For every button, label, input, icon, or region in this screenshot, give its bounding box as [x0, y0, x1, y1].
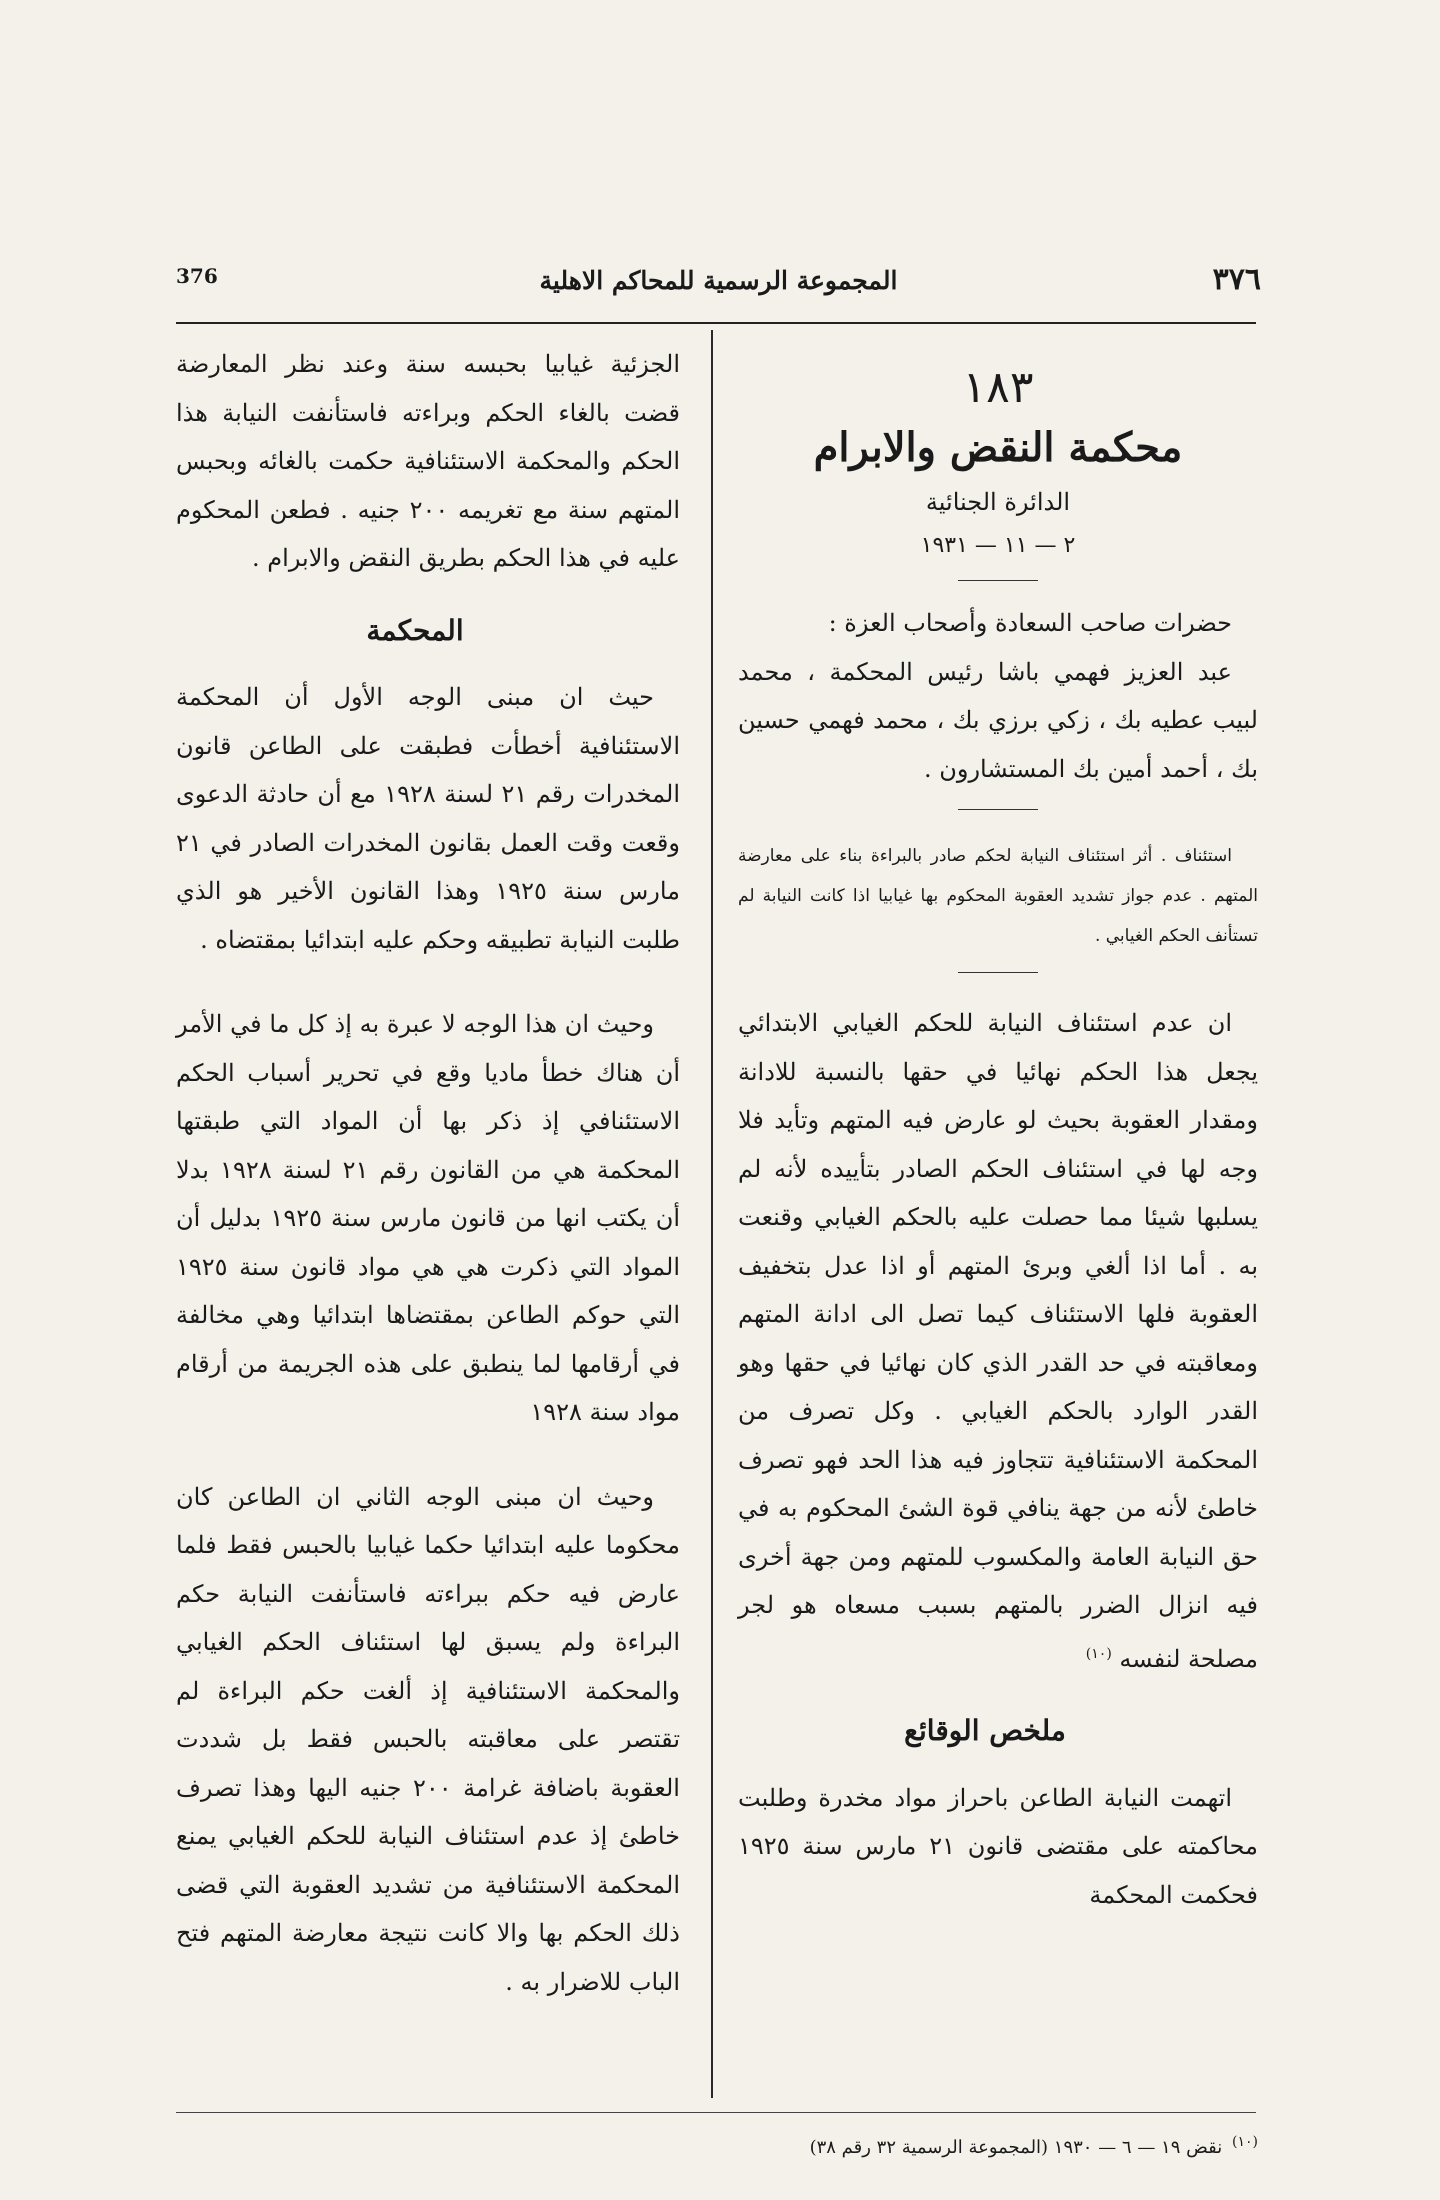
- case-number: ١٨٣: [962, 362, 1034, 413]
- court-heading: المحكمة: [366, 613, 464, 647]
- divider: [958, 809, 1038, 810]
- paragraph-1: حيث ان مبنى الوجه الأول أن المحكمة الاستئنافية أخطأت فطبقت على الطاعن قانون المخدرات رقم ٢١ لسنة ١٩٢٨ مع أن حادثة الدعوى وقعت وقت العمل بقانون المخدرات الصادر في ٢١ مارس سنة ١٩٢٥ وهذا القانون الأخير هو الذي طلبت النيابة تطبيقه وحكم عليه ابتدائيا بمقتضاه .: [176, 683, 680, 954]
- footnote-text: نقض ١٩ — ٦ — ١٩٣٠ (المجموعة الرسمية ٣٢ رقم ٣٨): [809, 2137, 1223, 2158]
- circuit-name: الدائرة الجنائية: [925, 488, 1071, 516]
- header-rule: [176, 322, 1256, 324]
- footnote-number: (١٠): [1232, 2134, 1258, 2150]
- left-column: [176, 340, 680, 2006]
- footnote-rule: [176, 2112, 1256, 2113]
- divider: [958, 972, 1038, 973]
- divider: [958, 580, 1038, 581]
- case-date: ٢ — ١١ — ١٩٣١: [920, 533, 1076, 558]
- court-name: محكمة النقض والابرام: [813, 424, 1183, 471]
- right-column: [738, 340, 1258, 1919]
- paragraph-3: وحيث ان مبنى الوجه الثاني ان الطاعن كان محكوما عليه ابتدائيا حكما غيابيا بالحبس فقط فلما عارض فيه حكم ببراءته فاستأنفت النيابة حكم البراءة ولم يسبق لها استئناف الحكم الغيابي والمحكمة الاستئنافية إذ ألغت حكم البراءة لم تقتصر على معاقبته بالحبس فقط بل شددت العقوبة باضافة غرامة ٢٠٠ جنيه اليها وهذا تصرف خاطئ إذ عدم استئناف النيابة للحكم الغيابي يمنع المحكمة الاستئنافية من تشديد العقوبة التي قضى ذلك الحكم بها والا كانت نتيجة معارضة المتهم فتح الباب للاضرار به .: [176, 1482, 680, 1996]
- footnote-reference: (١٠): [1085, 1645, 1112, 1662]
- column-separator: [711, 330, 713, 2098]
- case-summary: استئناف . أثر استئناف النيابة لحكم صادر بالبراءة بناء على معارضة المتهم . عدم جواز تشديد العقوبة المحكوم بها غيابيا اذا كانت النيابة لم تستأنف الحكم الغيابي .: [738, 846, 1258, 946]
- page-number-arabic: ٣٧٦: [1212, 262, 1261, 297]
- facts-continuation: الجزئية غيابيا بحبسه سنة وعند نظر المعارضة قضت بالغاء الحكم وبراءته فاستأنفت النيابة هذا الحكم والمحكمة الاستئنافية حكمت بالغائه وبحبس المتهم سنة مع تغريمه ٢٠٠ جنيه . فطعن المحكوم عليه في هذا الحكم بطريق النقض والابرام .: [176, 350, 681, 572]
- panel-members: عبد العزيز فهمي باشا رئيس المحكمة ، محمد لبيب عطيه بك ، زكي برزي بك ، محمد فهمي حسين بك ، أحمد أمين بك المستشارون .: [738, 657, 1258, 783]
- page-number-latin: 376: [176, 264, 218, 288]
- facts-text: اتهمت النيابة الطاعن باحراز مواد مخدرة وطلبت محاكمته على مقتضى قانون ٢١ مارس سنة ١٩٢٥ فحكمت المحكمة: [738, 1783, 1258, 1909]
- facts-heading: ملخص الوقائع: [904, 1714, 1066, 1747]
- paragraph-2: وحيث ان هذا الوجه لا عبرة به إذ كل ما في الأمر أن هناك خطأ ماديا وقع في تحرير أسباب الحكم الاستئنافي إذ ذكر بها أن المواد التي طبقتها المحكمة هي من القانون رقم ٢١ لسنة ١٩٢٨ بدلا أن يكتب انها من قانون مارس سنة ١٩٢٥ بدليل أن المواد التي ذكرت هي هي مواد قانون سنة ١٩٢٥ التي حوكم الطاعن بمقتضاها ابتدائيا وهي مخالفة في أرقامها لما ينطبق على هذه الجريمة من أرقام مواد سنة ١٩٢٨: [176, 1010, 681, 1426]
- page-header: [176, 262, 1261, 302]
- legal-principle-text: ان عدم استئناف النيابة للحكم الغيابي الابتدائي يجعل هذا الحكم نهائيا في حقها بالنسبة للادانة ومقدار العقوبة بحيث لو عارض فيه المتهم وتأيد فلا وجه لها في استئناف الحكم الصادر بتأييده لأنه لم يسلبها شيئا مما حصلت عليه بالحكم الغيابي وقنعت به . أما اذا ألغي وبرئ المتهم أو اذا عدل بتخفيف العقوبة فلها الاستئناف كيما تصل الى ادانة المتهم ومعاقبته في حد القدر الذي كان نهائيا في حقها وهو القدر الوارد بالحكم الغيابي . وكل تصرف من المحكمة الاستئنافية تتجاوز فيه هذا الحد فهو تصرف خاطئ لأنه من جهة ينافي قوة الشئ المحكوم به في حق النيابة العامة والمكسوب للمتهم ومن جهة أخرى فيه انزال الضرر بالمتهم بسبب مسعاه هو لجر مصلحة لنفسه: [738, 1009, 1258, 1673]
- legal-principle: [738, 999, 1258, 1683]
- running-title: المجموعة الرسمية للمحاكم الاهلية: [539, 266, 898, 295]
- footnote: [738, 2128, 1258, 2162]
- panel-intro: حضرات صاحب السعادة وأصحاب العزة :: [828, 609, 1232, 637]
